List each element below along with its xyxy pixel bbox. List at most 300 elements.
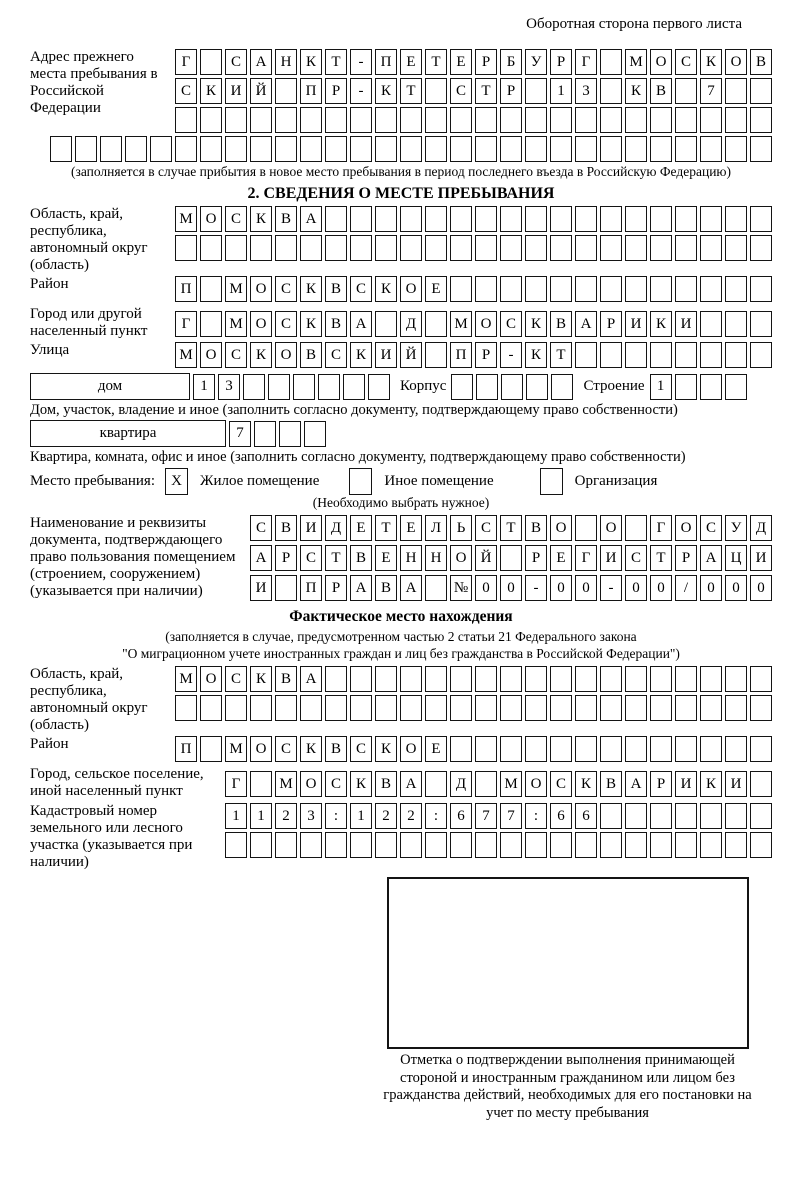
- char-cell[interactable]: Е: [400, 515, 422, 541]
- char-cell[interactable]: Р: [475, 342, 497, 368]
- char-cell[interactable]: С: [350, 276, 372, 302]
- char-cell[interactable]: [600, 235, 622, 261]
- char-cell[interactable]: 0: [550, 575, 572, 601]
- char-cell[interactable]: А: [400, 771, 422, 797]
- char-cell[interactable]: -: [350, 49, 372, 75]
- char-cell[interactable]: [725, 311, 747, 337]
- char-cell[interactable]: С: [325, 771, 347, 797]
- char-cell[interactable]: [250, 695, 272, 721]
- char-cell[interactable]: [501, 374, 523, 400]
- char-cell[interactable]: [650, 736, 672, 762]
- char-cell[interactable]: [300, 136, 322, 162]
- char-cell[interactable]: [325, 832, 347, 858]
- char-cell[interactable]: С: [225, 666, 247, 692]
- char-cell[interactable]: [325, 107, 347, 133]
- char-cell[interactable]: [700, 666, 722, 692]
- char-cell[interactable]: :: [525, 803, 547, 829]
- char-cell[interactable]: [350, 832, 372, 858]
- char-cell[interactable]: [225, 136, 247, 162]
- char-cell[interactable]: [475, 206, 497, 232]
- char-cell[interactable]: Г: [225, 771, 247, 797]
- char-cell[interactable]: [750, 695, 772, 721]
- char-cell[interactable]: [550, 136, 572, 162]
- char-cell[interactable]: [475, 666, 497, 692]
- char-cell[interactable]: О: [250, 736, 272, 762]
- char-cell[interactable]: [425, 695, 447, 721]
- char-cell[interactable]: [250, 107, 272, 133]
- char-cell[interactable]: О: [250, 276, 272, 302]
- char-cell[interactable]: О: [400, 276, 422, 302]
- char-cell[interactable]: [550, 695, 572, 721]
- char-cell[interactable]: Ц: [725, 545, 747, 571]
- char-cell[interactable]: Т: [375, 515, 397, 541]
- char-cell[interactable]: [500, 136, 522, 162]
- char-cell[interactable]: И: [725, 771, 747, 797]
- char-cell[interactable]: Т: [475, 78, 497, 104]
- char-cell[interactable]: К: [300, 49, 322, 75]
- char-cell[interactable]: [750, 235, 772, 261]
- char-cell[interactable]: [475, 235, 497, 261]
- char-cell[interactable]: Р: [550, 49, 572, 75]
- char-cell[interactable]: [625, 736, 647, 762]
- char-cell[interactable]: [575, 276, 597, 302]
- char-cell[interactable]: [600, 78, 622, 104]
- char-cell[interactable]: [675, 666, 697, 692]
- char-cell[interactable]: П: [450, 342, 472, 368]
- char-cell[interactable]: [700, 736, 722, 762]
- char-cell[interactable]: [350, 695, 372, 721]
- char-cell[interactable]: [650, 235, 672, 261]
- char-cell[interactable]: [650, 276, 672, 302]
- char-cell[interactable]: [675, 695, 697, 721]
- char-cell[interactable]: 3: [575, 78, 597, 104]
- char-cell[interactable]: С: [325, 342, 347, 368]
- char-cell[interactable]: [750, 342, 772, 368]
- char-cell[interactable]: [525, 276, 547, 302]
- char-cell[interactable]: [550, 666, 572, 692]
- char-cell[interactable]: А: [350, 575, 372, 601]
- char-cell[interactable]: [750, 832, 772, 858]
- char-cell[interactable]: В: [375, 575, 397, 601]
- char-cell[interactable]: Р: [275, 545, 297, 571]
- char-cell[interactable]: [650, 695, 672, 721]
- char-cell[interactable]: К: [350, 342, 372, 368]
- char-cell[interactable]: [725, 78, 747, 104]
- char-cell[interactable]: [375, 107, 397, 133]
- char-cell[interactable]: Д: [325, 515, 347, 541]
- char-cell[interactable]: [450, 736, 472, 762]
- char-cell[interactable]: [725, 736, 747, 762]
- char-cell[interactable]: [526, 374, 548, 400]
- char-cell[interactable]: [700, 803, 722, 829]
- char-cell[interactable]: 0: [475, 575, 497, 601]
- char-cell[interactable]: М: [275, 771, 297, 797]
- char-cell[interactable]: К: [375, 736, 397, 762]
- char-cell[interactable]: [725, 803, 747, 829]
- char-cell[interactable]: О: [250, 311, 272, 337]
- char-cell[interactable]: В: [275, 515, 297, 541]
- char-cell[interactable]: С: [275, 276, 297, 302]
- char-cell[interactable]: [375, 235, 397, 261]
- char-cell[interactable]: [525, 736, 547, 762]
- char-cell[interactable]: [250, 771, 272, 797]
- char-cell[interactable]: [725, 107, 747, 133]
- char-cell[interactable]: [325, 206, 347, 232]
- char-cell[interactable]: К: [200, 78, 222, 104]
- char-cell[interactable]: [600, 276, 622, 302]
- char-cell[interactable]: -: [525, 575, 547, 601]
- char-cell[interactable]: 7: [700, 78, 722, 104]
- char-cell[interactable]: К: [700, 49, 722, 75]
- char-cell[interactable]: Т: [650, 545, 672, 571]
- char-cell[interactable]: К: [650, 311, 672, 337]
- char-cell[interactable]: [700, 136, 722, 162]
- char-cell[interactable]: [625, 206, 647, 232]
- char-cell[interactable]: [200, 235, 222, 261]
- char-cell[interactable]: И: [625, 311, 647, 337]
- char-cell[interactable]: 0: [700, 575, 722, 601]
- char-cell[interactable]: 0: [650, 575, 672, 601]
- char-cell[interactable]: С: [225, 49, 247, 75]
- char-cell[interactable]: [400, 206, 422, 232]
- char-cell[interactable]: П: [175, 276, 197, 302]
- char-cell[interactable]: [575, 136, 597, 162]
- char-cell[interactable]: [375, 311, 397, 337]
- char-cell[interactable]: В: [325, 311, 347, 337]
- char-cell[interactable]: Г: [575, 545, 597, 571]
- char-cell[interactable]: [200, 107, 222, 133]
- char-cell[interactable]: [254, 421, 276, 447]
- char-cell[interactable]: [400, 136, 422, 162]
- char-cell[interactable]: [750, 666, 772, 692]
- char-cell[interactable]: [475, 771, 497, 797]
- char-cell[interactable]: [750, 803, 772, 829]
- char-cell[interactable]: И: [675, 771, 697, 797]
- char-cell[interactable]: -: [350, 78, 372, 104]
- char-cell[interactable]: [575, 206, 597, 232]
- char-cell[interactable]: О: [200, 342, 222, 368]
- char-cell[interactable]: К: [250, 666, 272, 692]
- char-cell[interactable]: [375, 666, 397, 692]
- char-cell[interactable]: [325, 666, 347, 692]
- char-cell[interactable]: 1: [225, 803, 247, 829]
- char-cell[interactable]: [600, 342, 622, 368]
- char-cell[interactable]: [525, 107, 547, 133]
- char-cell[interactable]: Й: [400, 342, 422, 368]
- char-cell[interactable]: [350, 107, 372, 133]
- char-cell[interactable]: Т: [500, 515, 522, 541]
- char-cell[interactable]: Г: [175, 311, 197, 337]
- char-cell[interactable]: [150, 136, 172, 162]
- char-cell[interactable]: 0: [575, 575, 597, 601]
- char-cell[interactable]: [425, 832, 447, 858]
- char-cell[interactable]: Р: [325, 575, 347, 601]
- char-cell[interactable]: М: [225, 736, 247, 762]
- char-cell[interactable]: [343, 374, 365, 400]
- char-cell[interactable]: В: [525, 515, 547, 541]
- char-cell[interactable]: [275, 235, 297, 261]
- char-cell[interactable]: [375, 206, 397, 232]
- char-cell[interactable]: [600, 49, 622, 75]
- char-cell[interactable]: [300, 107, 322, 133]
- char-cell[interactable]: О: [675, 515, 697, 541]
- char-cell[interactable]: [450, 136, 472, 162]
- char-cell[interactable]: 1: [250, 803, 272, 829]
- char-cell[interactable]: К: [575, 771, 597, 797]
- char-cell[interactable]: [243, 374, 265, 400]
- char-cell[interactable]: Р: [325, 78, 347, 104]
- char-cell[interactable]: Т: [400, 78, 422, 104]
- char-cell[interactable]: 0: [750, 575, 772, 601]
- char-cell[interactable]: [275, 575, 297, 601]
- char-cell[interactable]: [725, 235, 747, 261]
- char-cell[interactable]: К: [700, 771, 722, 797]
- char-cell[interactable]: [300, 695, 322, 721]
- char-cell[interactable]: [700, 206, 722, 232]
- char-cell[interactable]: М: [175, 206, 197, 232]
- char-cell[interactable]: С: [275, 736, 297, 762]
- char-cell[interactable]: Р: [675, 545, 697, 571]
- char-cell[interactable]: №: [450, 575, 472, 601]
- char-cell[interactable]: [625, 276, 647, 302]
- char-cell[interactable]: [400, 666, 422, 692]
- char-cell[interactable]: [375, 136, 397, 162]
- char-cell[interactable]: А: [300, 666, 322, 692]
- char-cell[interactable]: О: [600, 515, 622, 541]
- char-cell[interactable]: П: [300, 78, 322, 104]
- char-cell[interactable]: М: [225, 276, 247, 302]
- char-cell[interactable]: А: [575, 311, 597, 337]
- char-cell[interactable]: /: [675, 575, 697, 601]
- char-cell[interactable]: П: [300, 575, 322, 601]
- char-cell[interactable]: К: [250, 206, 272, 232]
- char-cell[interactable]: [500, 107, 522, 133]
- char-cell[interactable]: [293, 374, 315, 400]
- char-cell[interactable]: О: [725, 49, 747, 75]
- char-cell[interactable]: [400, 107, 422, 133]
- char-cell[interactable]: О: [525, 771, 547, 797]
- char-cell[interactable]: О: [200, 206, 222, 232]
- char-cell[interactable]: Е: [375, 545, 397, 571]
- char-cell[interactable]: Т: [425, 49, 447, 75]
- char-cell[interactable]: О: [450, 545, 472, 571]
- char-cell[interactable]: 6: [575, 803, 597, 829]
- char-cell[interactable]: С: [250, 515, 272, 541]
- char-cell[interactable]: С: [700, 515, 722, 541]
- char-cell[interactable]: [725, 695, 747, 721]
- char-cell[interactable]: 0: [625, 575, 647, 601]
- char-cell[interactable]: Н: [425, 545, 447, 571]
- char-cell[interactable]: М: [175, 666, 197, 692]
- char-cell[interactable]: [476, 374, 498, 400]
- char-cell[interactable]: [600, 832, 622, 858]
- char-cell[interactable]: [675, 136, 697, 162]
- char-cell[interactable]: [575, 515, 597, 541]
- char-cell[interactable]: Й: [250, 78, 272, 104]
- char-cell[interactable]: М: [625, 49, 647, 75]
- char-cell[interactable]: Р: [525, 545, 547, 571]
- char-cell[interactable]: [225, 695, 247, 721]
- char-cell[interactable]: [475, 832, 497, 858]
- char-cell[interactable]: [450, 276, 472, 302]
- char-cell[interactable]: В: [550, 311, 572, 337]
- char-cell[interactable]: К: [375, 276, 397, 302]
- char-cell[interactable]: [200, 136, 222, 162]
- char-cell[interactable]: К: [625, 78, 647, 104]
- char-cell[interactable]: [350, 136, 372, 162]
- char-cell[interactable]: [318, 374, 340, 400]
- char-cell[interactable]: [500, 206, 522, 232]
- char-cell[interactable]: Р: [475, 49, 497, 75]
- char-cell[interactable]: [575, 107, 597, 133]
- char-cell[interactable]: [450, 666, 472, 692]
- char-cell[interactable]: [600, 107, 622, 133]
- char-cell[interactable]: [525, 695, 547, 721]
- char-cell[interactable]: М: [500, 771, 522, 797]
- char-cell[interactable]: [200, 276, 222, 302]
- char-cell[interactable]: [600, 666, 622, 692]
- char-cell[interactable]: [425, 575, 447, 601]
- char-cell[interactable]: [725, 832, 747, 858]
- char-cell[interactable]: Т: [550, 342, 572, 368]
- char-cell[interactable]: К: [525, 311, 547, 337]
- char-cell[interactable]: [350, 235, 372, 261]
- char-cell[interactable]: [675, 832, 697, 858]
- char-cell[interactable]: 7: [475, 803, 497, 829]
- char-cell[interactable]: [500, 276, 522, 302]
- char-cell[interactable]: [450, 235, 472, 261]
- char-cell[interactable]: :: [425, 803, 447, 829]
- char-cell[interactable]: [675, 342, 697, 368]
- char-cell[interactable]: С: [350, 736, 372, 762]
- char-cell[interactable]: [575, 695, 597, 721]
- char-cell[interactable]: [725, 666, 747, 692]
- stay-type-checkbox-other[interactable]: [349, 468, 372, 495]
- char-cell[interactable]: С: [475, 515, 497, 541]
- char-cell[interactable]: [525, 832, 547, 858]
- char-cell[interactable]: [350, 666, 372, 692]
- char-cell[interactable]: М: [225, 311, 247, 337]
- char-cell[interactable]: [700, 311, 722, 337]
- char-cell[interactable]: А: [350, 311, 372, 337]
- char-cell[interactable]: [600, 736, 622, 762]
- char-cell[interactable]: В: [325, 736, 347, 762]
- char-cell[interactable]: К: [350, 771, 372, 797]
- char-cell[interactable]: С: [175, 78, 197, 104]
- char-cell[interactable]: Д: [400, 311, 422, 337]
- char-cell[interactable]: В: [600, 771, 622, 797]
- char-cell[interactable]: [450, 206, 472, 232]
- char-cell[interactable]: [500, 545, 522, 571]
- char-cell[interactable]: С: [300, 545, 322, 571]
- char-cell[interactable]: [675, 235, 697, 261]
- char-cell[interactable]: Т: [325, 545, 347, 571]
- char-cell[interactable]: [475, 276, 497, 302]
- char-cell[interactable]: И: [675, 311, 697, 337]
- char-cell[interactable]: [425, 136, 447, 162]
- char-cell[interactable]: [50, 136, 72, 162]
- char-cell[interactable]: [650, 803, 672, 829]
- char-cell[interactable]: [600, 695, 622, 721]
- char-cell[interactable]: [550, 107, 572, 133]
- char-cell[interactable]: Е: [425, 736, 447, 762]
- char-cell[interactable]: [625, 342, 647, 368]
- char-cell[interactable]: [675, 107, 697, 133]
- char-cell[interactable]: М: [450, 311, 472, 337]
- char-cell[interactable]: -: [500, 342, 522, 368]
- char-cell[interactable]: [550, 832, 572, 858]
- stay-type-checkbox-residential[interactable]: X: [165, 468, 188, 495]
- char-cell[interactable]: Ь: [450, 515, 472, 541]
- char-cell[interactable]: Д: [750, 515, 772, 541]
- char-cell[interactable]: [375, 832, 397, 858]
- char-cell[interactable]: Н: [400, 545, 422, 571]
- char-cell[interactable]: [125, 136, 147, 162]
- char-cell[interactable]: С: [275, 311, 297, 337]
- char-cell[interactable]: [675, 803, 697, 829]
- char-cell[interactable]: А: [700, 545, 722, 571]
- char-cell[interactable]: В: [650, 78, 672, 104]
- char-cell[interactable]: [225, 832, 247, 858]
- char-cell[interactable]: В: [750, 49, 772, 75]
- char-cell[interactable]: Г: [575, 49, 597, 75]
- char-cell[interactable]: [450, 695, 472, 721]
- char-cell[interactable]: А: [400, 575, 422, 601]
- char-cell[interactable]: [400, 832, 422, 858]
- char-cell[interactable]: [750, 736, 772, 762]
- char-cell[interactable]: С: [500, 311, 522, 337]
- char-cell[interactable]: [425, 107, 447, 133]
- char-cell[interactable]: В: [375, 771, 397, 797]
- char-cell[interactable]: В: [275, 666, 297, 692]
- char-cell[interactable]: [700, 695, 722, 721]
- char-cell[interactable]: П: [375, 49, 397, 75]
- char-cell[interactable]: С: [625, 545, 647, 571]
- char-cell[interactable]: [275, 695, 297, 721]
- char-cell[interactable]: [525, 666, 547, 692]
- char-cell[interactable]: К: [250, 342, 272, 368]
- char-cell[interactable]: [250, 832, 272, 858]
- char-cell[interactable]: И: [250, 575, 272, 601]
- char-cell[interactable]: Е: [425, 276, 447, 302]
- char-cell[interactable]: О: [475, 311, 497, 337]
- char-cell[interactable]: К: [375, 78, 397, 104]
- char-cell[interactable]: Р: [650, 771, 672, 797]
- char-cell[interactable]: [275, 832, 297, 858]
- char-cell[interactable]: [500, 736, 522, 762]
- char-cell[interactable]: [675, 736, 697, 762]
- char-cell[interactable]: [650, 666, 672, 692]
- char-cell[interactable]: [525, 235, 547, 261]
- char-cell[interactable]: 1: [193, 374, 215, 400]
- char-cell[interactable]: [700, 276, 722, 302]
- char-cell[interactable]: [700, 832, 722, 858]
- char-cell[interactable]: [475, 695, 497, 721]
- char-cell[interactable]: И: [300, 515, 322, 541]
- char-cell[interactable]: [550, 206, 572, 232]
- char-cell[interactable]: С: [225, 206, 247, 232]
- char-cell[interactable]: [250, 136, 272, 162]
- char-cell[interactable]: 6: [450, 803, 472, 829]
- char-cell[interactable]: [200, 736, 222, 762]
- char-cell[interactable]: [275, 107, 297, 133]
- char-cell[interactable]: Д: [450, 771, 472, 797]
- char-cell[interactable]: [700, 374, 722, 400]
- char-cell[interactable]: [425, 235, 447, 261]
- char-cell[interactable]: П: [175, 736, 197, 762]
- char-cell[interactable]: [600, 136, 622, 162]
- char-cell[interactable]: 7: [229, 421, 251, 447]
